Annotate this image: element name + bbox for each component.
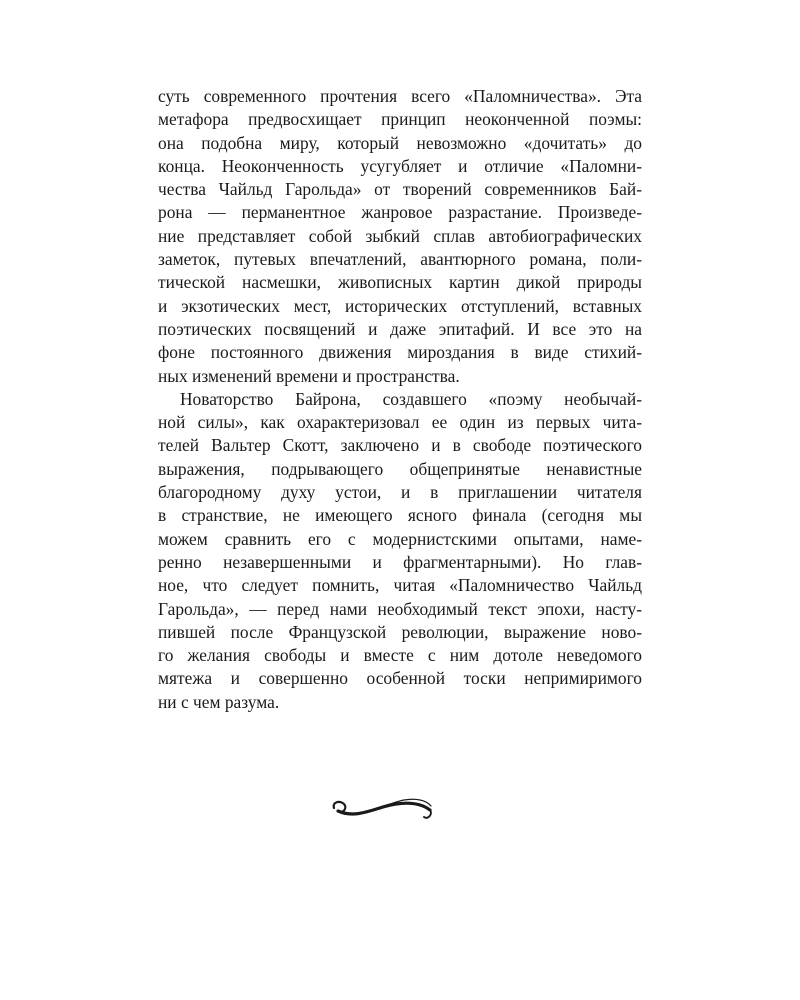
text-line: выражения, подрывающего общепринятые ненавистные xyxy=(158,458,642,479)
text-line: ни с чем разума. xyxy=(158,691,280,712)
text-line: фоне постоянного движения мироздания в виде стихий- xyxy=(158,342,642,363)
paragraph-1 xyxy=(158,85,642,388)
text-line: Гарольда», — перед нами необходимый текст эпохи, насту- xyxy=(158,598,642,619)
text-line: и экзотических мест, исторических отступлений, вставных xyxy=(158,295,642,316)
text-line: го желания свободы и вместе с ним дотоле неведомого xyxy=(158,645,642,666)
text-line: ние представляет собой зыбкий сплав автобиографических xyxy=(158,225,642,246)
text-line: рона — перманентное жанровое разрастание. Произведе- xyxy=(158,202,642,223)
text-line: конца. Неоконченность усугубляет и отличие «Паломни- xyxy=(158,155,642,176)
text-line: чества Чайльд Гарольда» от творений современников Бай- xyxy=(158,179,642,200)
text-line: ной силы», как охарактеризовал ее один из первых чита- xyxy=(158,412,642,433)
text-line: ренно незавершенными и фрагментарными). Но глав- xyxy=(158,551,642,572)
text-line: она подобна миру, который невозможно «дочитать» до xyxy=(158,132,642,153)
flourish-ornament-icon xyxy=(330,790,434,824)
text-line: пившей после Французской революции, выражение ново- xyxy=(158,621,642,642)
text-line: метафора предвосхищает принцип неоконченной поэмы: xyxy=(158,109,642,130)
text-line: благородному духу устои, и в приглашении читателя xyxy=(158,482,642,503)
text-line: поэтических посвящений и даже эпитафий. И все это на xyxy=(158,318,642,339)
text-line: заметок, путевых впечатлений, авантюрного романа, поли- xyxy=(158,249,642,270)
text-line: мятежа и совершенно особенной тоски непримиримого xyxy=(158,668,642,689)
text-line: суть современного прочтения всего «Паломничества». Эта xyxy=(158,86,642,106)
body-text xyxy=(158,85,642,714)
text-line: в странствие, не имеющего ясного финала (сегодня мы xyxy=(158,505,642,526)
text-line: ных изменений времени и пространства. xyxy=(158,365,460,386)
paragraph-2 xyxy=(158,388,642,714)
text-line: Новаторство Байрона, создавшего «поэму необычай- xyxy=(180,388,642,409)
text-line: можем сравнить его с модернистскими опытами, наме- xyxy=(158,528,642,549)
text-line: ное, что следует помнить, читая «Паломничество Чайльд xyxy=(158,575,642,596)
text-line: тической насмешки, живописных картин дикой природы xyxy=(158,272,642,293)
text-line: телей Вальтер Скотт, заключено и в свободе поэтического xyxy=(158,435,642,456)
